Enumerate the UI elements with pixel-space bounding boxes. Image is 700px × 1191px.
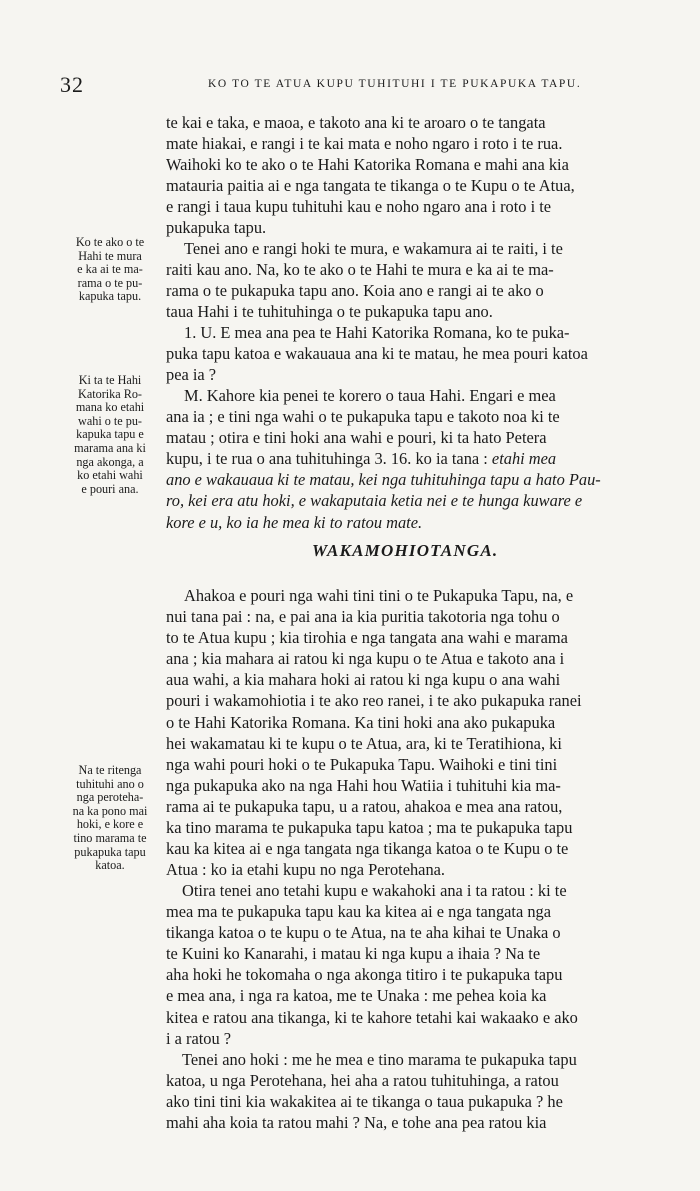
scripture-quote: kore e u, ko ia he mea ki to ratou mate. — [166, 512, 423, 532]
text-line: Waihoki ko te ako o te Hahi Katorika Romana e mahi ana kia — [166, 155, 569, 175]
margin-note-line: Ki ta te Hahi — [78, 373, 142, 387]
margin-note-line: pukapuka tapu — [74, 844, 146, 859]
text-line: mea ma te pukapuka tapu kau ka kitea ai e nga tangata nga — [166, 902, 552, 922]
text-line: i a ratou ? — [166, 1028, 232, 1048]
text-line — [166, 490, 670, 511]
margin-note-line: Ko te ako o te — [75, 235, 145, 249]
section-heading: WAKAMOHIOTANGA. — [312, 541, 499, 560]
page-number: 32 — [60, 72, 84, 97]
paragraph-5 — [166, 585, 670, 880]
text-line: mahi aha koia ta ratou mahi ? Na, e tohe ana pea ratou kia — [166, 1113, 547, 1133]
scripture-quote: ro, kei era atu hoki, e wakaputaia ketia nei e te hunga kuware e — [166, 491, 583, 511]
margin-note-3 — [58, 764, 162, 873]
margin-note-line: e ka ai te ma- — [77, 262, 143, 277]
paragraph-1 — [166, 112, 670, 239]
text-line: kitea e ratou ana tikanga, ki te kahore tetahi kai wakaako e ako — [166, 1007, 578, 1027]
text-line: Atua : ko ia etahi kupu no nga Perotehana. — [166, 860, 446, 880]
text-line: nga wahi pouri hoki o te Pukapuka Tapu. Waihoki e tini tini — [166, 754, 558, 774]
text-line: to te Atua kupu ; kia tirohia e nga tangata ana wahi e marama — [166, 628, 568, 648]
text-line: M. Kahore kia penei te korero o taua Hahi. Engari e mea — [184, 386, 556, 405]
text-line: Tenei ano e rangi hoki te mura, e wakamura ai te raiti, i te — [184, 239, 563, 258]
text-line: rama ai te pukapuka tapu, u a ratou, ahakoa e mea ana ratou, — [166, 796, 563, 816]
paragraph-7 — [166, 1049, 670, 1133]
text-line: te kai e taka, e maoa, e takoto ana ki te aroaro o te tangata — [166, 113, 546, 132]
text-line: ana ia ; e tini nga wahi o te pukapuka tapu e takoto noa ki te — [166, 407, 560, 427]
text-line: katoa, u nga Perotehana, hei aha a ratou tuhituhinga, a ratou — [166, 1071, 559, 1091]
text-line: pea ia ? — [166, 365, 217, 385]
margin-note-line: mana ko etahi — [75, 400, 145, 415]
answer-paragraph — [166, 385, 670, 533]
margin-note-line: rama o te pu- — [77, 275, 143, 290]
paragraph-6 — [166, 880, 670, 1049]
text-line: Ahakoa e pouri nga wahi tini tini o te Pukapuka Tapu, na, e — [184, 586, 574, 605]
text-line: mate hiakai, e rangi i te kai mata e noho ngaro i roto i te rua. — [166, 134, 563, 154]
paragraph-2 — [166, 238, 670, 322]
text-line: te Kuini ko Kanarahi, i matau ki nga kupu a ihaia ? Na te — [166, 944, 541, 964]
margin-note-line: marama ana ki — [74, 440, 146, 455]
text-line: o te Hahi Katorika Romana. Ka tini hoki ana ako pukapuka — [166, 712, 556, 732]
margin-note-line: katoa. — [95, 858, 125, 873]
margin-note-line: ko etahi wahi — [77, 468, 143, 483]
text-line: tikanga katoa o te kupu o te Atua, na te aha kihai te Unaka o — [166, 923, 561, 943]
margin-note-line: wahi o te pu- — [78, 413, 142, 428]
margin-note-line: Na te ritenga — [78, 763, 142, 777]
margin-note-line: kapuka tapu. — [78, 289, 142, 304]
margin-note-1 — [58, 236, 162, 304]
margin-note-2 — [58, 374, 162, 496]
scripture-quote: etahi mea — [491, 449, 557, 469]
text-line — [166, 512, 670, 533]
margin-note-line: nga perotehа- — [76, 790, 144, 805]
text-line: e mea ana, i nga ra katoa, me te Unaka : me pehea koia ka — [166, 986, 547, 1006]
scripture-quote: ano e wakauaua ki te matau, kei nga tuhituhinga tapu a hato Pau- — [166, 470, 601, 490]
text-line: kau ka kitea ai e nga tangata nga tikanga katoa o te Kupu o te — [166, 839, 569, 859]
text-line: aua wahi, a kia mahara hoki ai ratou ki nga kupu o ana wahi — [166, 670, 561, 690]
margin-note-line: Katorika Ro- — [78, 386, 142, 401]
margin-note-line: tuhituhi ano o — [76, 776, 144, 791]
margin-note-line: tino marama te — [73, 830, 147, 845]
text-line: ana ; kia mahara ai ratou ki nga kupu o te Atua e takoto ana i — [166, 649, 565, 669]
text-line: aha hoki he tokomaha o nga akonga titiro i te pukapuka tapu — [166, 965, 563, 985]
text-line: ka tino marama te pukapuka tapu katoa ; ma te pukapuka tapu — [166, 818, 573, 838]
text-line: ako tini tini kia wakakitea ai te tikanga o taua pukapuka ? he — [166, 1092, 563, 1112]
text-span: kupu, i te rua o ana tuhituhinga 3. 16. ko ia tana : — [166, 449, 492, 469]
margin-note-line: na ka pono mai — [72, 803, 148, 818]
text-line: raiti kau ano. Na, ko te ako o te Hahi te mura e ka ai te ma- — [166, 260, 554, 280]
running-title: KO TO TE ATUA KUPU TUHITUHI I TE PUKAPUKA TAPU. — [208, 78, 582, 90]
text-line: matau ; otira e tini hoki ana wahi e pouri, ki ta hato Petera — [166, 428, 547, 448]
text-line: 1. U. E mea ana pea te Hahi Katorika Romana, ko te puka- — [184, 323, 570, 342]
text-line: pouri i wakamohiotia i te ako reo ranei, i te ako pukapuka ranei — [166, 691, 582, 711]
text-line: pukapuka tapu. — [166, 218, 267, 238]
text-line: nga pukapuka ako na nga Hahi hou Watiia i tuhituhi kia ma- — [166, 775, 561, 795]
text-line: nui tana pai : na, e pai ana ia kia puritia takotoria nga tohu o — [166, 607, 560, 627]
margin-note-line: hoki, e kore e — [76, 817, 144, 832]
text-line: Otira tenei ano tetahi kupu e wakahoki ana i ta ratou : ki te — [182, 881, 567, 900]
question-paragraph — [166, 322, 670, 385]
margin-note-line: nga akonga, a — [76, 454, 144, 469]
text-line — [166, 469, 670, 490]
text-line: puka tapu katoa e wakauaua ana ki te matau, he mea pouri katoa — [166, 344, 588, 364]
margin-note-line: e pouri ana. — [81, 481, 139, 496]
text-line: taua Hahi i te tuhituhinga o te pukapuka tapu ano. — [166, 302, 493, 322]
text-line: matauria paitia ai e nga tangata te tikanga o te Kupu o te Atua, — [166, 176, 575, 196]
text-line: hei wakamatau ki te kupu o te Atua, ara, ki te Teratihiona, ki — [166, 733, 562, 753]
text-line: rama o te pukapuka tapu ano. Koia ano e rangi ai te ako o — [166, 281, 544, 301]
text-line — [166, 448, 670, 469]
text-line: e rangi i taua kupu tuhituhi kau e noho ngaro ana i roto i te — [166, 197, 552, 217]
margin-note-line: kapuka tapu e — [76, 427, 144, 442]
text-line: Tenei ano hoki : me he mea e tino marama te pukapuka tapu — [182, 1050, 577, 1069]
margin-note-line: Hahi te mura — [78, 248, 142, 263]
